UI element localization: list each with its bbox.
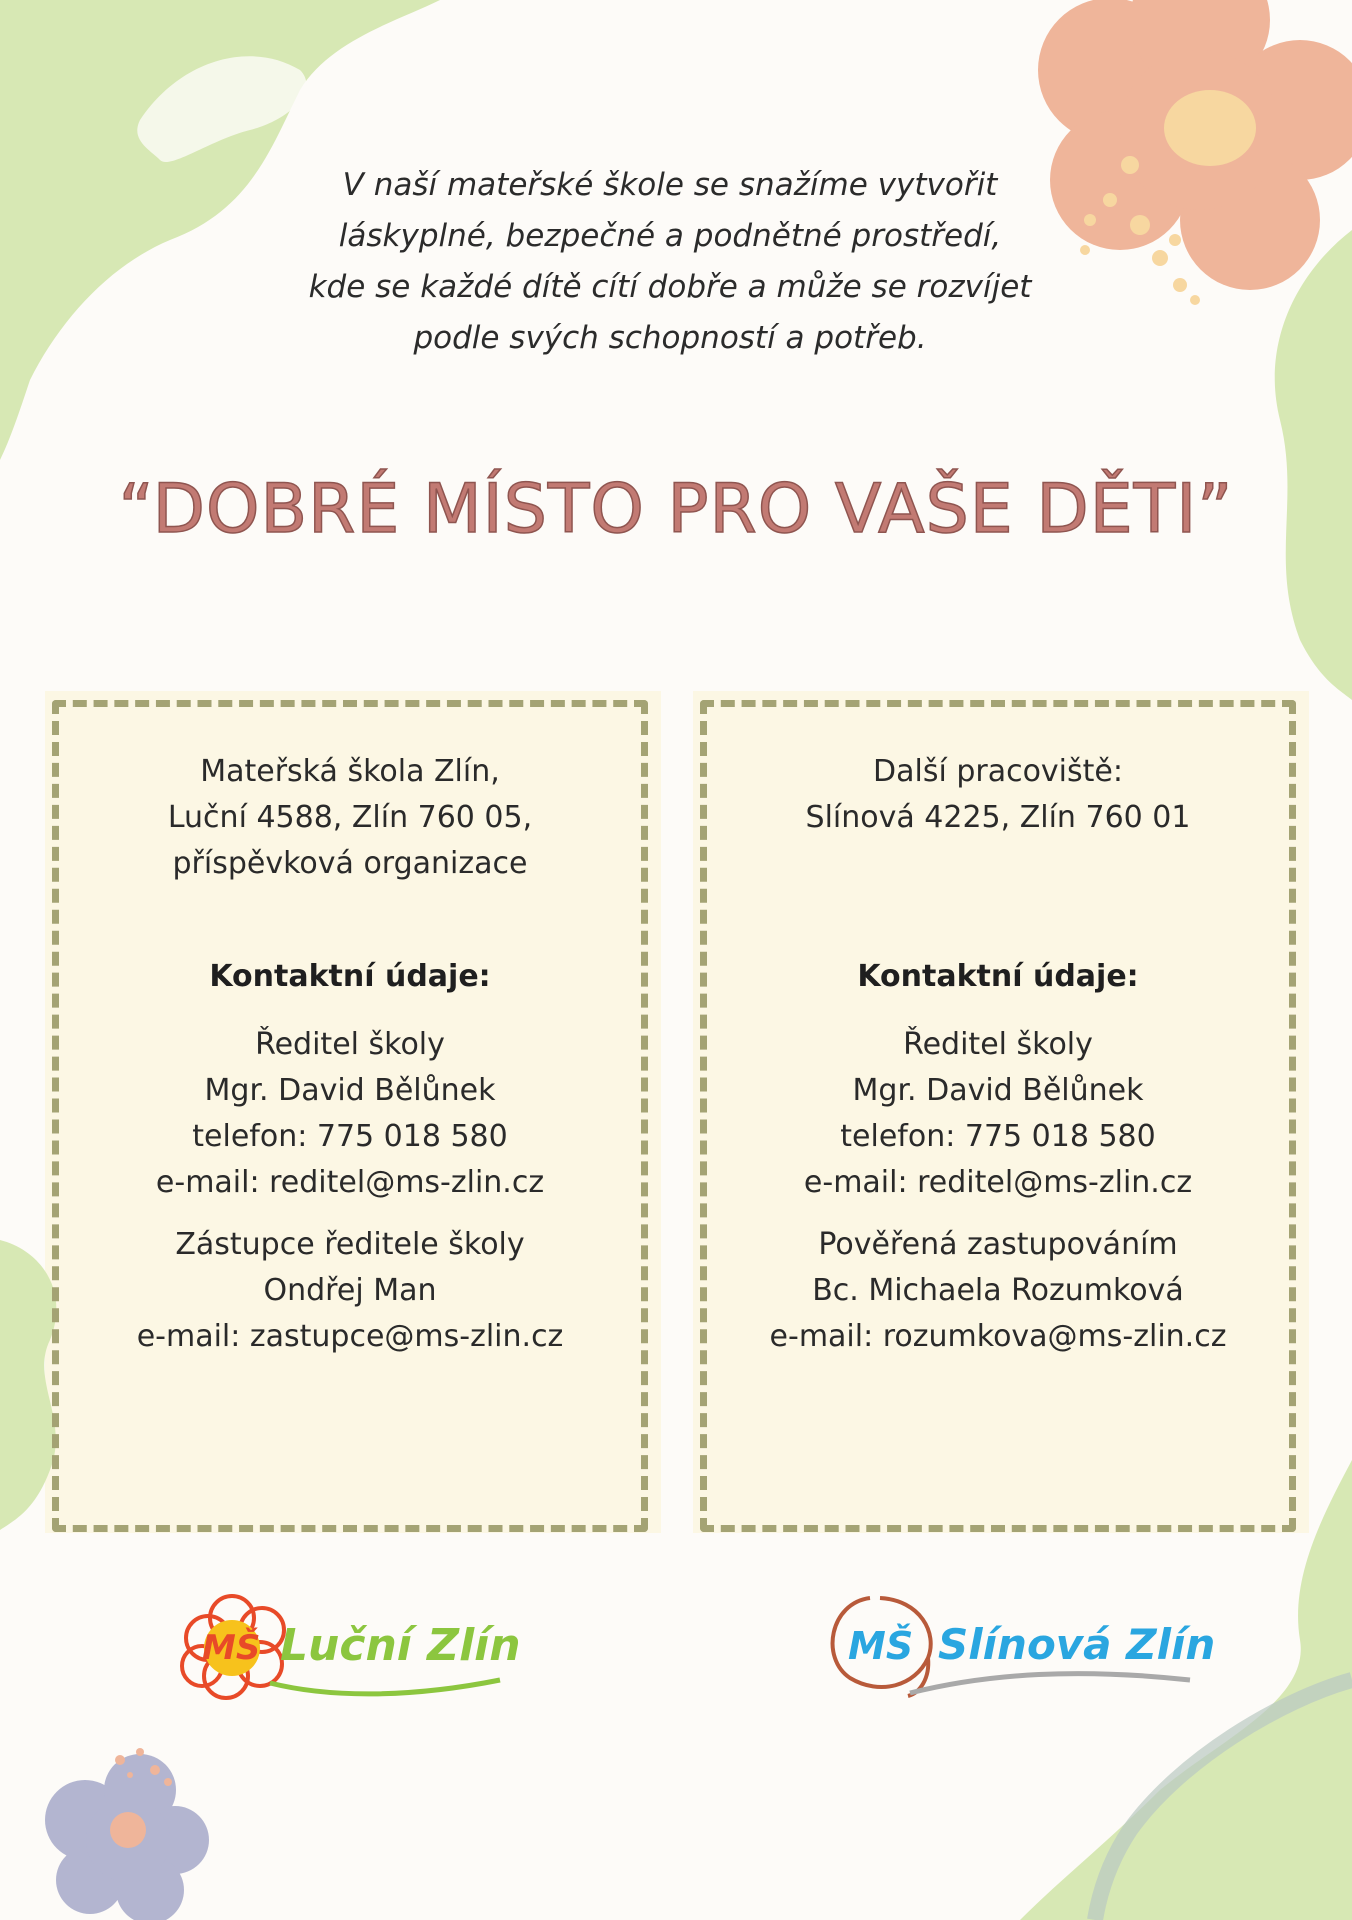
logo-name-text: Slínová Zlín — [938, 1620, 1216, 1669]
intro-line: kde se každé dítě cítí dobře a může se rozvíjet — [308, 269, 1032, 305]
logo-ms-text: MŠ — [848, 1624, 914, 1668]
role-label: Ředitel školy — [255, 1027, 445, 1062]
address-block — [59, 749, 641, 954]
email-text: e-mail: zastupce@ms-zlin.cz — [136, 1319, 564, 1354]
person-name: Mgr. David Bělůnek — [204, 1073, 496, 1108]
address-line: příspěvková organizace — [172, 846, 528, 881]
role-label: Zástupce ředitele školy — [175, 1227, 525, 1262]
intro-line: V naší mateřské škole se snažíme vytvořit — [342, 167, 998, 203]
person-name: Bc. Michaela Rozumková — [812, 1273, 1184, 1308]
intro-text — [250, 160, 1090, 364]
green-blob-left-middle — [0, 1240, 56, 1530]
address-line: Slínová 4225, Zlín 760 01 — [805, 800, 1191, 835]
address-line: Mateřská škola Zlín, — [200, 754, 500, 789]
intro-line: podle svých schopností a potřeb. — [413, 320, 927, 356]
email-text: e-mail: reditel@ms-zlin.cz — [155, 1165, 545, 1200]
green-blob-right — [1275, 230, 1352, 700]
address-block — [707, 749, 1289, 954]
intro-line: láskyplné, bezpečné a podnětné prostředí, — [338, 218, 1002, 254]
role-label: Ředitel školy — [903, 1027, 1093, 1062]
logo-ms-lucni-zlin — [170, 1588, 530, 1708]
director-block — [707, 1022, 1289, 1222]
email-text: e-mail: reditel@ms-zlin.cz — [803, 1165, 1193, 1200]
email-text: e-mail: rozumkova@ms-zlin.cz — [769, 1319, 1227, 1354]
page-headline: “DOBRÉ MÍSTO PRO VAŠE DĚTI” — [118, 470, 1234, 549]
contact-card-slinova — [700, 700, 1296, 1532]
deputy-block — [707, 1222, 1289, 1360]
logo-name-text: Luční Zlín — [280, 1620, 521, 1671]
phone-text: telefon: 775 018 580 — [840, 1119, 1156, 1154]
director-block — [59, 1022, 641, 1222]
logo-ms-slinova-zlin — [820, 1588, 1216, 1708]
deputy-block — [59, 1222, 641, 1360]
role-label: Pověřená zastupováním — [818, 1227, 1178, 1262]
person-name: Mgr. David Bělůnek — [852, 1073, 1144, 1108]
logo-ms-text: MŠ — [202, 1628, 261, 1668]
person-name: Ondřej Man — [263, 1273, 437, 1308]
contact-heading: Kontaktní údaje: — [209, 959, 491, 994]
address-line: Luční 4588, Zlín 760 05, — [167, 800, 533, 835]
lavender-flower-icon — [45, 1748, 209, 1920]
address-line: Další pracoviště: — [873, 754, 1123, 789]
phone-text: telefon: 775 018 580 — [192, 1119, 508, 1154]
contact-heading: Kontaktní údaje: — [857, 959, 1139, 994]
contact-card-luchni — [52, 700, 648, 1532]
